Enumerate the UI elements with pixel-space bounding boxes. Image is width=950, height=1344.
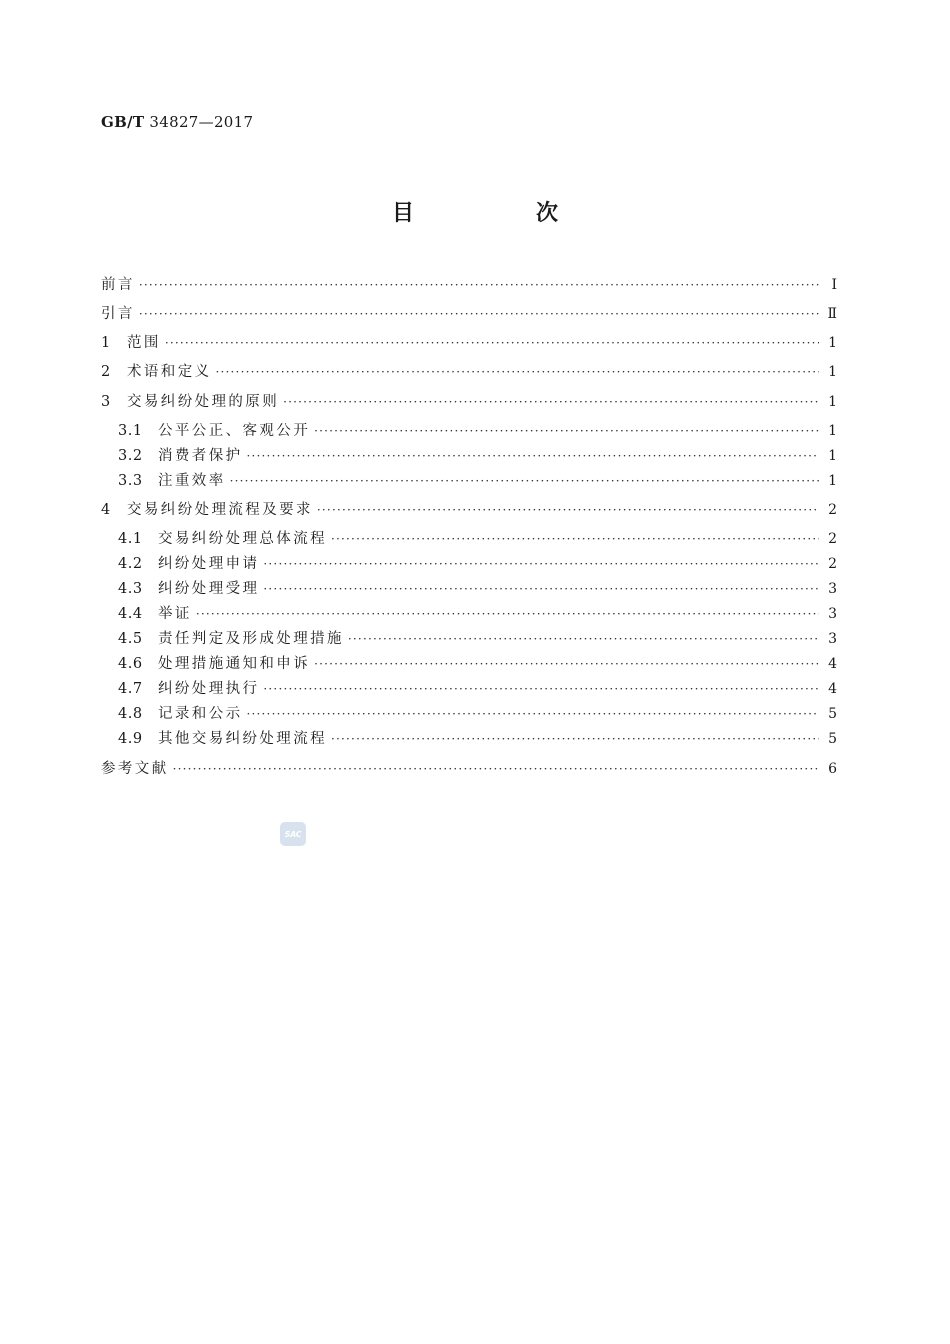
- toc-leader-dots: [247, 705, 820, 723]
- toc-entry-number: 4.1: [118, 531, 143, 547]
- toc-entry[interactable]: [118, 472, 837, 490]
- toc-leader-dots: [314, 422, 819, 440]
- toc-entry-page: Ⅰ: [831, 277, 837, 293]
- toc-entry-number: 3.2: [118, 448, 143, 464]
- toc-entry-label: 纠纷处理执行: [158, 681, 260, 697]
- toc-entry[interactable]: [118, 580, 837, 598]
- toc-leader-dots: [263, 680, 819, 698]
- toc-entry[interactable]: [101, 334, 837, 352]
- toc-leader-dots: [139, 276, 819, 294]
- toc-entry-label: 注重效率: [158, 473, 226, 489]
- toc-entry-page: 5: [828, 706, 837, 722]
- toc-entry-number: 4: [101, 502, 111, 518]
- toc-entry-number: 4.7: [118, 681, 143, 697]
- toc-leader-dots: [331, 530, 819, 548]
- toc-entry[interactable]: [118, 630, 837, 648]
- toc-entry-number: 3: [101, 394, 111, 410]
- sac-watermark-logo: SAC: [280, 822, 306, 846]
- toc-leader-dots: [216, 363, 820, 381]
- toc-entry-label: 纠纷处理受理: [158, 581, 260, 597]
- toc-entry-page: Ⅱ: [827, 306, 837, 322]
- toc-entry-number: 4.9: [118, 731, 143, 747]
- toc-entry-number: 4.4: [118, 606, 143, 622]
- toc-leader-dots: [263, 580, 819, 598]
- toc-entry-page: 1: [828, 448, 837, 464]
- toc-entry-number: 2: [101, 364, 111, 380]
- toc-entry-number: 1: [101, 335, 111, 351]
- toc-entry-label: 责任判定及形成处理措施: [158, 631, 344, 647]
- toc-entry-page: 4: [828, 656, 837, 672]
- toc-leader-dots: [196, 605, 819, 623]
- toc-entry-page: 1: [828, 423, 837, 439]
- toc-entry-label: 处理措施通知和申诉: [158, 656, 311, 672]
- standard-number: 34827—2017: [149, 113, 254, 131]
- toc-leader-dots: [247, 447, 820, 465]
- toc-entry-page: 4: [828, 681, 837, 697]
- toc-entry[interactable]: [101, 393, 837, 411]
- toc-entry-label: 记录和公示: [158, 706, 243, 722]
- toc-entry-label: 交易纠纷处理的原则: [127, 394, 280, 410]
- toc-leader-dots: [263, 555, 819, 573]
- toc-entry-label: 交易纠纷处理流程及要求: [127, 502, 313, 518]
- toc-entry[interactable]: [101, 276, 837, 294]
- toc-entry-label: 引言: [101, 306, 135, 322]
- toc-leader-dots: [317, 501, 819, 519]
- toc-entry-label: 纠纷处理申请: [158, 556, 260, 572]
- toc-entry-number: 3.3: [118, 473, 143, 489]
- toc-entry-page: 1: [828, 364, 837, 380]
- toc-entry-page: 1: [828, 394, 837, 410]
- standard-prefix: GB/T: [101, 113, 145, 131]
- toc-entry-label: 交易纠纷处理总体流程: [158, 531, 327, 547]
- toc-entry-label: 举证: [158, 606, 192, 622]
- toc-entry-page: 2: [828, 556, 837, 572]
- toc-entry[interactable]: [118, 605, 837, 623]
- toc-entry-page: 6: [828, 761, 837, 777]
- toc-entry-page: 3: [828, 631, 837, 647]
- toc-entry-page: 3: [828, 581, 837, 597]
- toc-entry-label: 消费者保护: [158, 448, 243, 464]
- toc-entry-number: 4.8: [118, 706, 143, 722]
- toc-entry-label: 其他交易纠纷处理流程: [158, 731, 327, 747]
- toc-entry-label: 前言: [101, 277, 135, 293]
- toc-leader-dots: [165, 334, 819, 352]
- toc-entry-page: 1: [828, 473, 837, 489]
- toc-entry-number: 3.1: [118, 423, 143, 439]
- toc-entry-label: 范围: [127, 335, 161, 351]
- toc-leader-dots: [230, 472, 819, 490]
- toc-entry-number: 4.2: [118, 556, 143, 572]
- toc-entry[interactable]: [101, 760, 837, 778]
- toc-leader-dots: [173, 760, 819, 778]
- toc-entry-page: 3: [828, 606, 837, 622]
- toc-entry[interactable]: [118, 705, 837, 723]
- toc-title: 目 次: [391, 201, 608, 226]
- toc-entry-page: 1: [828, 335, 837, 351]
- toc-entry-page: 2: [828, 502, 837, 518]
- toc-entry-number: 4.5: [118, 631, 143, 647]
- toc-leader-dots: [283, 393, 819, 411]
- toc-leader-dots: [139, 305, 819, 323]
- toc-entry[interactable]: [101, 501, 837, 519]
- toc-entry[interactable]: [101, 305, 837, 323]
- toc-entry-number: 4.6: [118, 656, 143, 672]
- standard-code: [101, 113, 253, 131]
- toc-entry-page: 2: [828, 531, 837, 547]
- toc-entry[interactable]: [118, 530, 837, 548]
- toc-leader-dots: [331, 730, 819, 748]
- toc-entry-label: 参考文献: [101, 761, 169, 777]
- toc-entry[interactable]: [118, 555, 837, 573]
- toc-entry[interactable]: [118, 655, 837, 673]
- toc-entry[interactable]: [118, 422, 837, 440]
- toc-entry-label: 术语和定义: [127, 364, 212, 380]
- toc-entry-number: 4.3: [118, 581, 143, 597]
- toc-entry-label: 公平公正、客观公开: [158, 423, 311, 439]
- toc-entry[interactable]: [118, 680, 837, 698]
- toc-entry[interactable]: [101, 363, 837, 381]
- toc-entry[interactable]: [118, 447, 837, 465]
- toc-leader-dots: [348, 630, 819, 648]
- toc-leader-dots: [314, 655, 819, 673]
- toc-entry[interactable]: [118, 730, 837, 748]
- toc-entry-page: 5: [828, 731, 837, 747]
